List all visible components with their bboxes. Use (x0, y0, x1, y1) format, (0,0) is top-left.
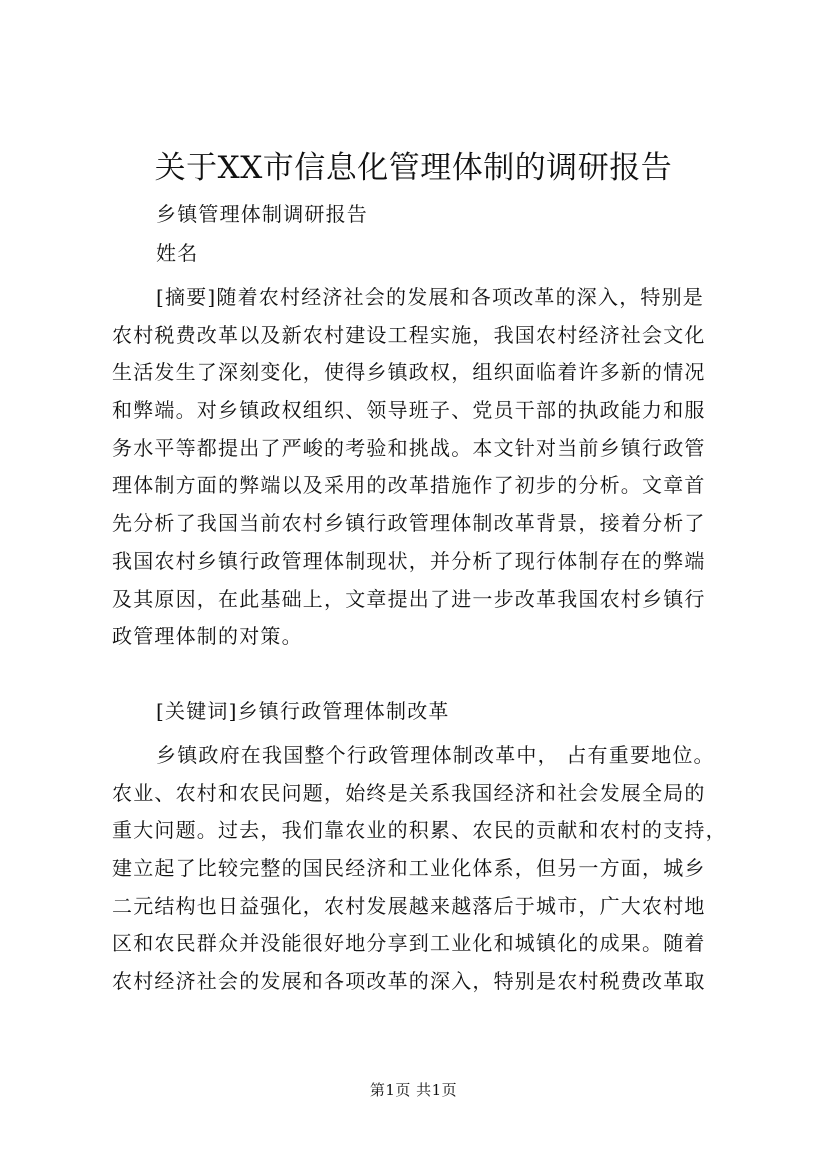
document-subtitle: 乡镇管理体制调研报告 (156, 202, 368, 226)
abstract-line: 先分析了我国当前农村乡镇行政管理体制改革背景，接着分析了 (112, 511, 706, 536)
author-label: 姓名 (156, 241, 199, 265)
paragraph-line: 区和农民群众并没能很好地分享到工业化和城镇化的成果。随着 (112, 931, 706, 956)
document-title: 关于XX市信息化管理体制的调研报告 (154, 150, 673, 186)
abstract-line: 农村税费改革以及新农村建设工程实施，我国农村经济社会文化 (112, 322, 706, 347)
abstract-line: [摘要]随着农村经济社会的发展和各项改革的深入，特别是 (156, 285, 705, 309)
abstract-line: 和弊端。对乡镇政权组织、领导班子、党员干部的执政能力和服 (112, 398, 706, 423)
page-footer: 第1页 共1页 (369, 1081, 458, 1099)
keywords-line: [关键词]乡镇行政管理体制改革 (156, 699, 450, 723)
body-paragraph (112, 737, 740, 1001)
abstract-line: 生活发生了深刻变化，使得乡镇政权，组织面临着许多新的情况 (112, 360, 706, 385)
abstract-line: 政管理体制的对策。 (112, 624, 303, 649)
paragraph-line: 重大问题。过去，我们靠农业的积累、农民的贡献和农村的支持， (112, 818, 727, 843)
paragraph-line: 农村经济社会的发展和各项改革的深入，特别是农村税费改革取 (112, 969, 706, 994)
paragraph-line: 建立起了比较完整的国民经济和工业化体系，但另一方面，城乡 (112, 856, 706, 881)
abstract-line: 理体制方面的弊端以及采用的改革措施作了初步的分析。文章首 (112, 473, 706, 498)
abstract-line: 务水平等都提出了严峻的考验和挑战。本文针对当前乡镇行政管 (112, 435, 706, 460)
paragraph-line: 农业、农村和农民问题，始终是关系我国经济和社会发展全局的 (112, 780, 706, 805)
abstract-line: 及其原因，在此基础上，文章提出了进一步改革我国农村乡镇行 (112, 586, 706, 611)
paragraph-line: 乡镇政府在我国整个行政管理体制改革中， 占有重要地位。 (156, 743, 715, 767)
abstract-section (112, 279, 740, 656)
abstract-line: 我国农村乡镇行政管理体制现状，并分析了现行体制存在的弊端 (112, 548, 706, 573)
paragraph-line: 二元结构也日益强化，农村发展越来越落后于城市，广大农村地 (112, 893, 706, 918)
